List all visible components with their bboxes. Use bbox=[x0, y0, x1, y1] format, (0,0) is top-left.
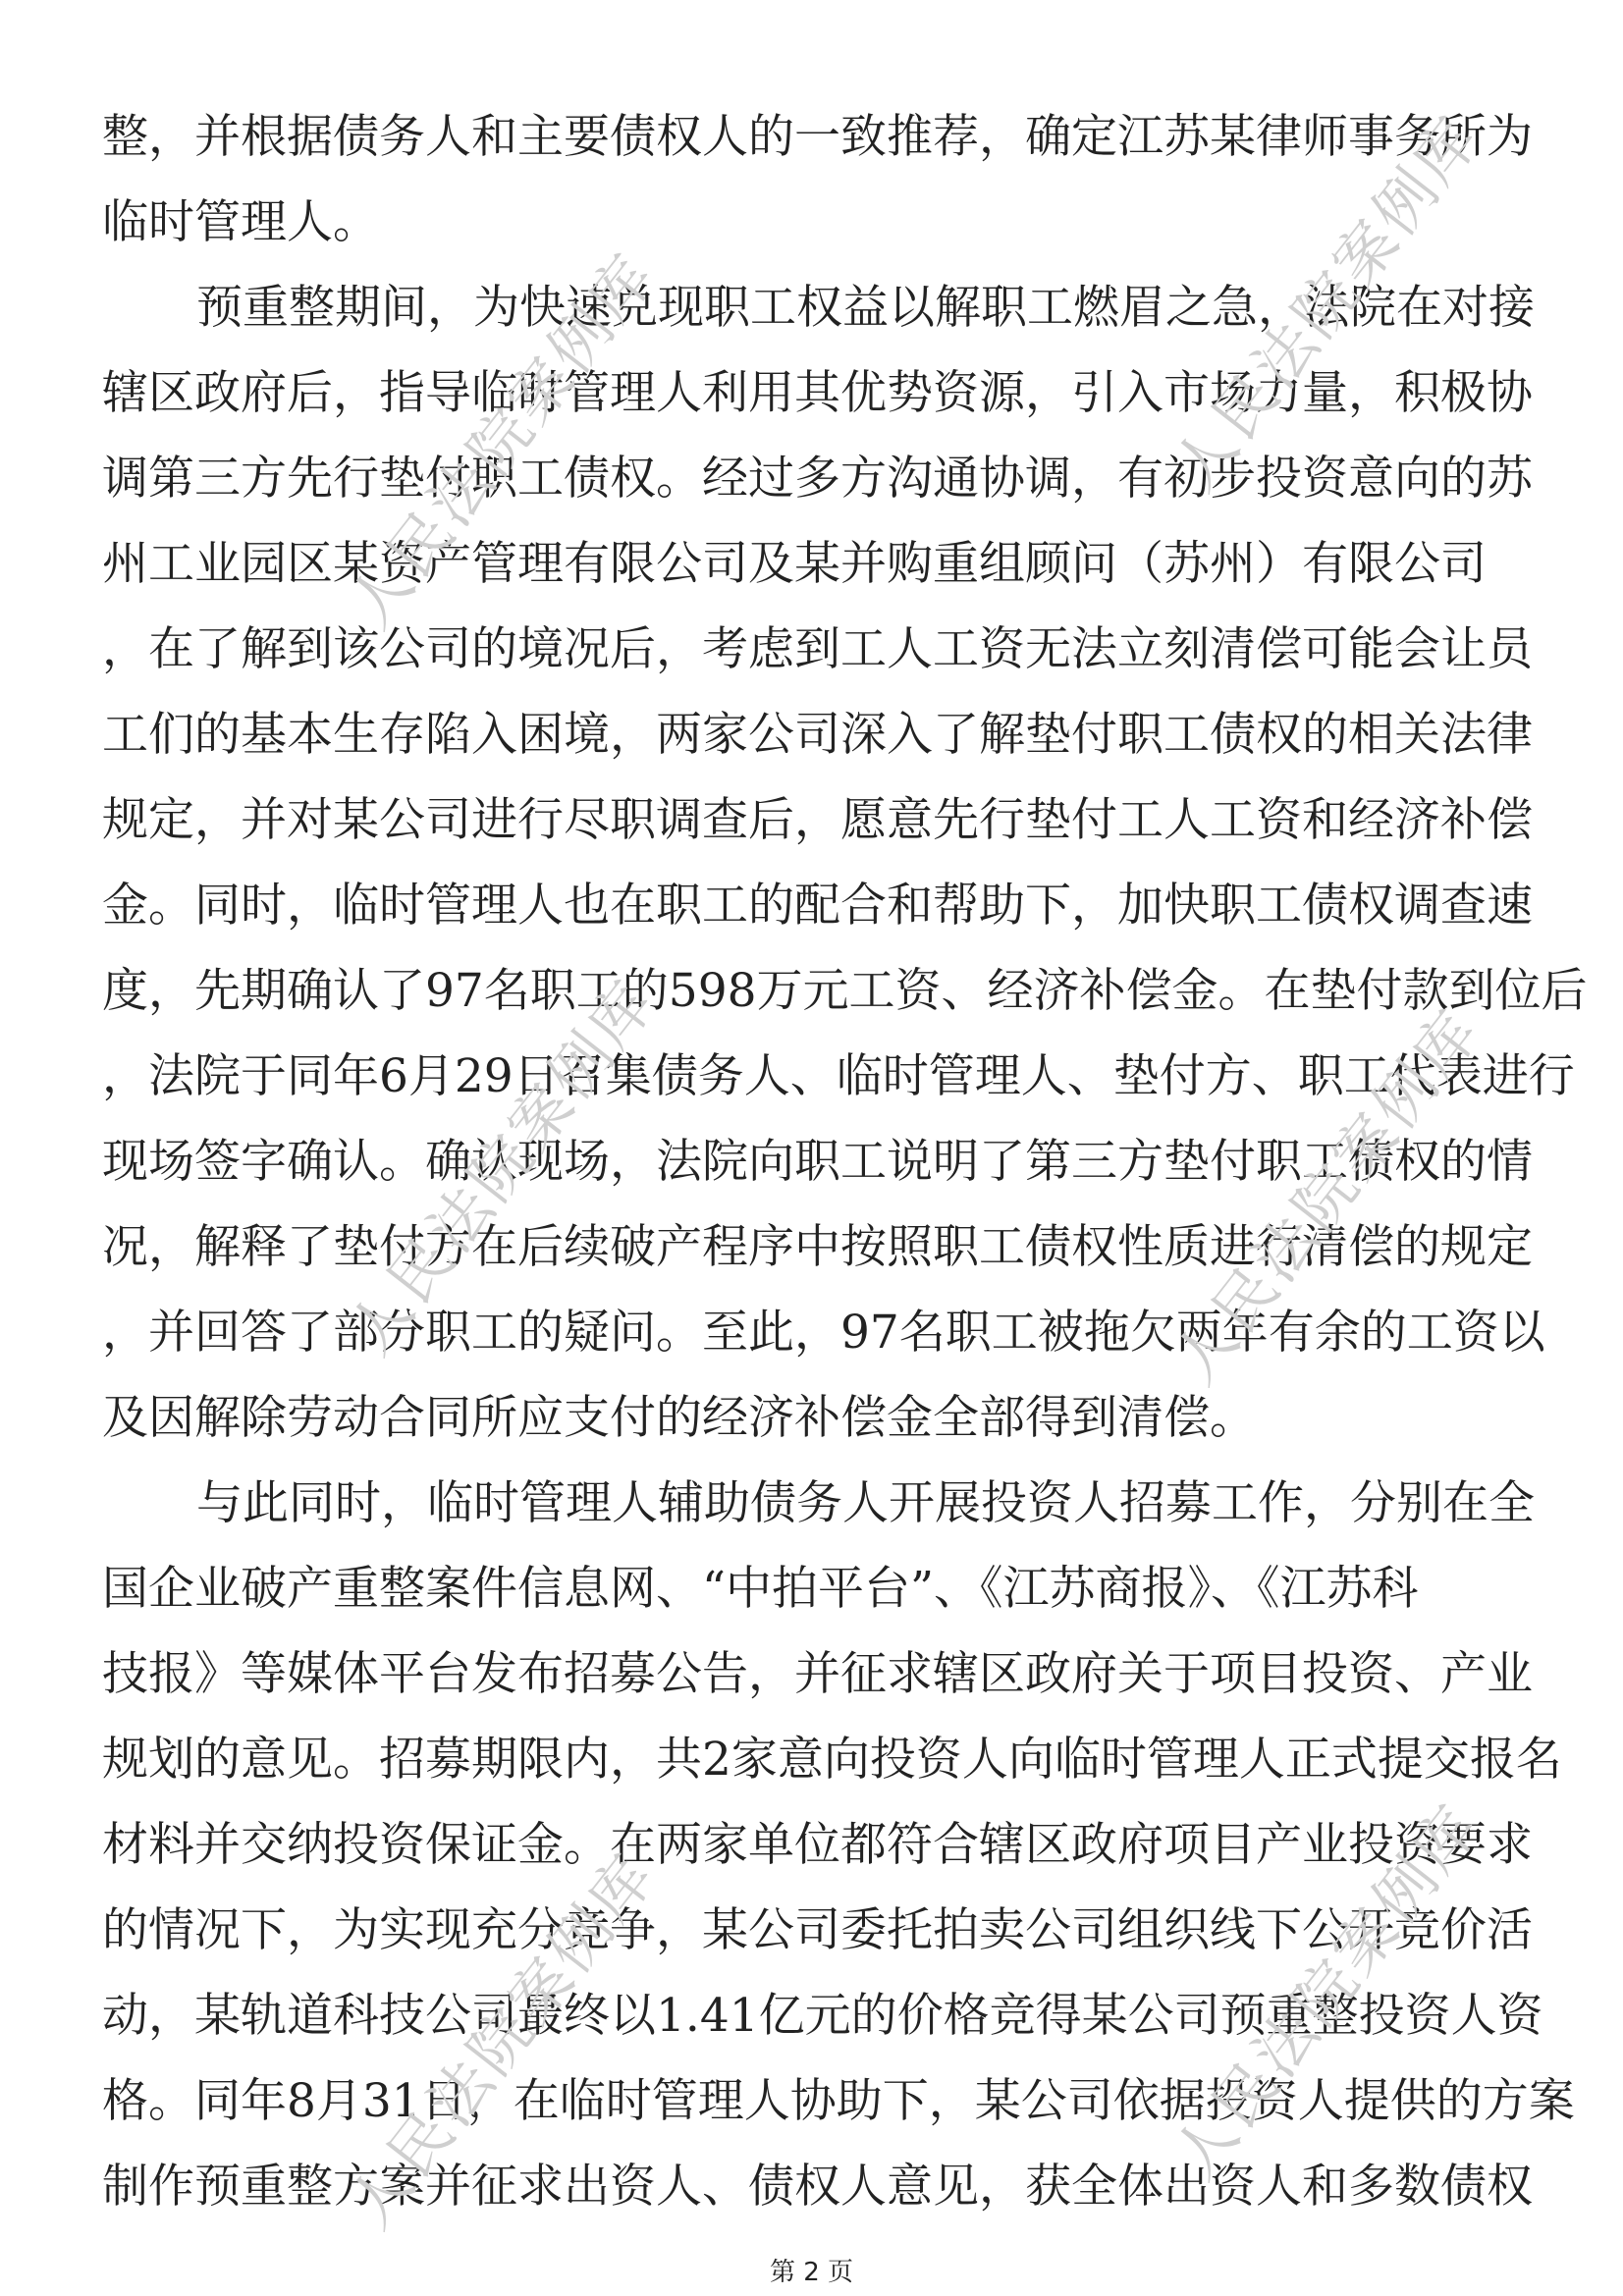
text-line: 动，某轨道科技公司最终以1.41亿元的价格竞得某公司预重整投资人资 bbox=[102, 1989, 1543, 2043]
text-line: 制作预重整方案并征求出资人、债权人意见，获全体出资人和多数债权 bbox=[102, 2160, 1533, 2214]
text-line: 预重整期间，为快速兑现职工权益以解职工燃眉之急，法院在对接 bbox=[196, 281, 1535, 335]
text-line: 现场签字确认。确认现场，法院向职工说明了第三方垫付职工债权的情 bbox=[102, 1135, 1533, 1189]
text-line: ，并回答了部分职工的疑问。至此，97名职工被拖欠两年有余的工资以 bbox=[102, 1306, 1545, 1360]
text-line: 规定，并对某公司进行尽职调查后，愿意先行垫付工人工资和经济补偿 bbox=[102, 793, 1533, 847]
text-line: 技报》等媒体平台发布招募公告，并征求辖区政府关于项目投资、产业 bbox=[102, 1647, 1533, 1701]
text-line: 整，并根据债务人和主要债权人的一致推荐，确定江苏某律师事务所为 bbox=[102, 110, 1533, 164]
watermark: 人民法院案例库 bbox=[334, 239, 671, 641]
text-line: 度，先期确认了97名职工的598万元工资、经济补偿金。在垫付款到位后 bbox=[102, 964, 1588, 1018]
text-line: 工们的基本生存陷入困境，两家公司深入了解垫付职工债权的相关法律 bbox=[102, 708, 1533, 762]
text-line: 况，解释了垫付方在后续破产程序中按照职工债权性质进行清偿的规定 bbox=[102, 1220, 1533, 1274]
watermark: 人民法院案例库 bbox=[1159, 101, 1495, 504]
watermark: 人民法院案例库 bbox=[334, 1839, 671, 2241]
watermark: 人民法院案例库 bbox=[1159, 1789, 1495, 2192]
text-line: 州工业园区某资产管理有限公司及某并购重组顾问（苏州）有限公司 bbox=[102, 537, 1487, 591]
watermark: 人民法院案例库 bbox=[1159, 994, 1495, 1397]
text-line: 规划的意见。招募期限内，共2家意向投资人向临时管理人正式提交报名 bbox=[102, 1733, 1562, 1787]
page-number: 第 2 页 bbox=[769, 2258, 854, 2287]
text-line: 国企业破产重整案件信息网、“中拍平台”、《江苏商报》、《江苏科 bbox=[102, 1562, 1419, 1616]
text-line: ，在了解到该公司的境况后，考虑到工人工资无法立刻清偿可能会让员 bbox=[102, 622, 1533, 676]
text-line: 与此同时，临时管理人辅助债务人开展投资人招募工作，分别在全 bbox=[196, 1476, 1535, 1530]
document-body bbox=[102, 94, 1588, 2229]
text-line: 辖区政府后，指导临时管理人利用其优势资源，引入市场力量，积极协 bbox=[102, 366, 1533, 420]
text-line: 材料并交纳投资保证金。在两家单位都符合辖区政府项目产业投资要求 bbox=[102, 1818, 1533, 1872]
watermark: 人民法院案例库 bbox=[334, 965, 671, 1367]
text-line: 的情况下，为实现充分竞争，某公司委托拍卖公司组织线下公开竞价活 bbox=[102, 1903, 1533, 1957]
text-line: 临时管理人。 bbox=[102, 195, 379, 249]
text-line: 及因解除劳动合同所应支付的经济补偿金全部得到清偿。 bbox=[102, 1391, 1256, 1445]
text-line: 格。同年8月31日，在临时管理人协助下，某公司依据投资人提供的方案 bbox=[102, 2074, 1575, 2128]
text-line: 调第三方先行垫付职工债权。经过多方沟通协调，有初步投资意向的苏 bbox=[102, 452, 1533, 506]
text-line: ，法院于同年6月29日召集债务人、临时管理人、垫付方、职工代表进行 bbox=[102, 1049, 1575, 1103]
text-line: 金。同时，临时管理人也在职工的配合和帮助下，加快职工债权调查速 bbox=[102, 879, 1533, 933]
